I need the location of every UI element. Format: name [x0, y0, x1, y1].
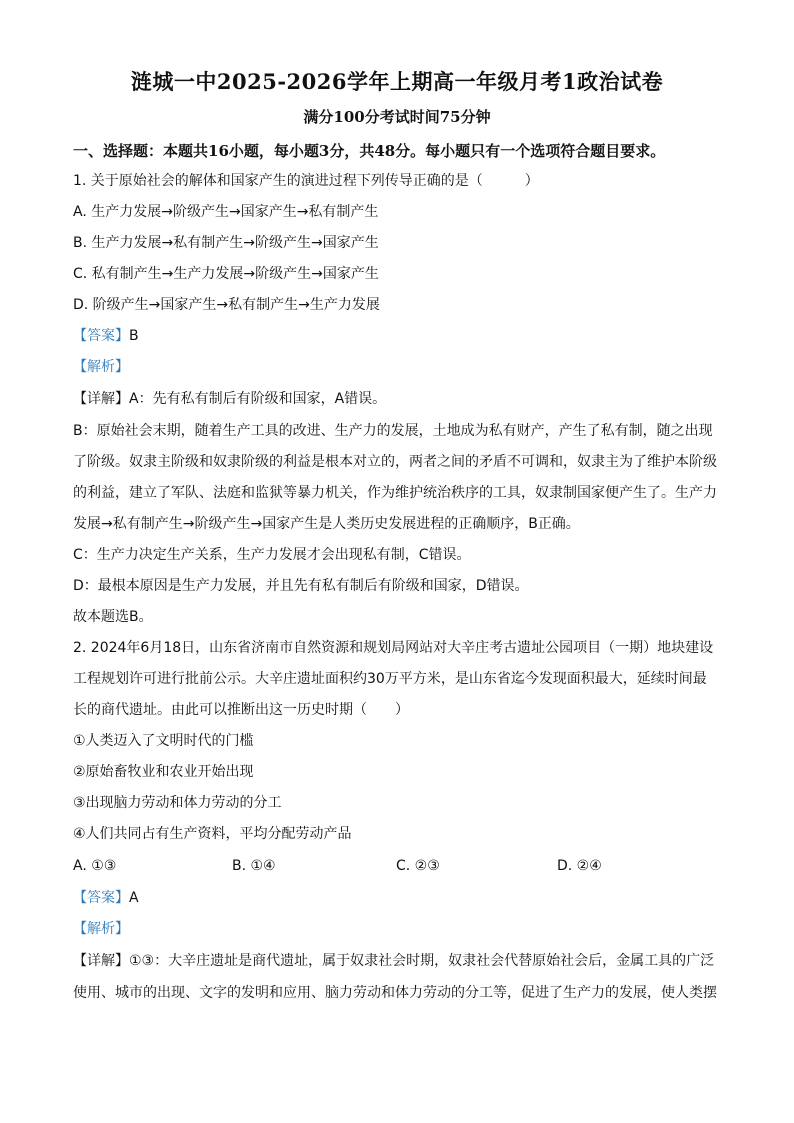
q2-option-a: A. ①③ [73, 858, 117, 874]
q2-item-3: ③出现脑力劳动和体力劳动的分工 [73, 795, 282, 811]
q2-option-b: B. ①④ [232, 858, 276, 874]
section-heading: 一、选择题：本题共16小题，每小题3分，共48分。每小题只有一个选项符合题目要求。 [73, 142, 666, 160]
q1-detail-line: 的利益，建立了军队、法庭和监狱等暴力机关，作为维护统治秩序的工具，奴隶制国家便产生了。生产力 [73, 485, 717, 501]
analysis-tag: 【解析】 [73, 921, 129, 937]
q2-stem-line: 2. 2024年6月18日，山东省济南市自然资源和规划局网站对大辛庄考古遗址公园项目（一期）地块建设 [73, 640, 714, 656]
q2-item-4: ④人们共同占有生产资料，平均分配劳动产品 [73, 826, 352, 842]
answer-tag: 【答案】 [73, 328, 129, 344]
page-title: 涟城一中2025-2026学年上期高一年级月考1政治试卷 [130, 69, 664, 94]
exam-info: 满分100分考试时间75分钟 [303, 108, 491, 126]
q2-option-c: C. ②③ [396, 858, 440, 874]
q2-analysis-tag [73, 919, 129, 939]
q2-item-1: ①人类迈入了文明时代的门槛 [73, 733, 254, 749]
q1-option-d: D. 阶级产生→国家产生→私有制产生→生产力发展 [73, 297, 380, 313]
q2-stem-line: 工程规划许可进行批前公示。大辛庄遗址面积约30万平方米，是山东省迄今发现面积最大，延续时间最 [73, 671, 707, 687]
q2-item-2: ②原始畜牧业和农业开始出现 [73, 764, 254, 780]
q1-analysis-tag [73, 357, 129, 377]
q1-detail-line: C：生产力决定生产关系，生产力发展才会出现私有制，C错误。 [73, 547, 471, 563]
q2-detail-line [73, 951, 714, 971]
q1-option-a: A. 生产力发展→阶级产生→国家产生→私有制产生 [73, 204, 379, 220]
q1-detail-line: 了阶级。奴隶主阶级和奴隶阶级的利益是根本对立的，两者之间的矛盾不可调和，奴隶主为了维护本阶级 [73, 454, 717, 470]
q1-detail-line [73, 389, 386, 409]
q1-detail-text: A：先有私有制后有阶级和国家，A错误。 [129, 391, 387, 407]
q1-detail-line: 发展→私有制产生→阶级产生→国家产生是人类历史发展进程的正确顺序，B正确。 [73, 516, 580, 532]
q2-answer [73, 888, 139, 908]
q2-option-d: D. ②④ [557, 858, 602, 874]
q1-answer-value: B [129, 328, 139, 344]
detail-tag: 【详解】 [73, 953, 129, 969]
q1-option-b: B. 生产力发展→私有制产生→阶级产生→国家产生 [73, 235, 379, 251]
q2-detail-line: 使用、城市的出现、文字的发明和应用、脑力劳动和体力劳动的分工等，促进了生产力的发展，使人类摆 [73, 985, 717, 1001]
q2-answer-value: A [129, 890, 139, 906]
q1-conclusion: 故本题选B。 [73, 609, 153, 625]
q1-stem: 1. 关于原始社会的解体和国家产生的演进过程下列传导正确的是（ ） [73, 173, 539, 189]
q1-detail-line: D：最根本原因是生产力发展，并且先有私有制后有阶级和国家，D错误。 [73, 578, 529, 594]
detail-tag: 【详解】 [73, 391, 129, 407]
q2-detail-text: ①③：大辛庄遗址是商代遗址，属于奴隶社会时期，奴隶社会代替原始社会后，金属工具的广泛 [129, 953, 715, 969]
q1-detail-line: B：原始社会末期，随着生产工具的改进、生产力的发展，土地成为私有财产，产生了私有制，随之出现 [73, 423, 713, 439]
q1-option-c: C. 私有制产生→生产力发展→阶级产生→国家产生 [73, 266, 379, 282]
q2-stem-line: 长的商代遗址。由此可以推断出这一历史时期（ ） [73, 702, 409, 718]
answer-tag: 【答案】 [73, 890, 129, 906]
q1-answer [73, 326, 139, 346]
analysis-tag: 【解析】 [73, 359, 129, 375]
